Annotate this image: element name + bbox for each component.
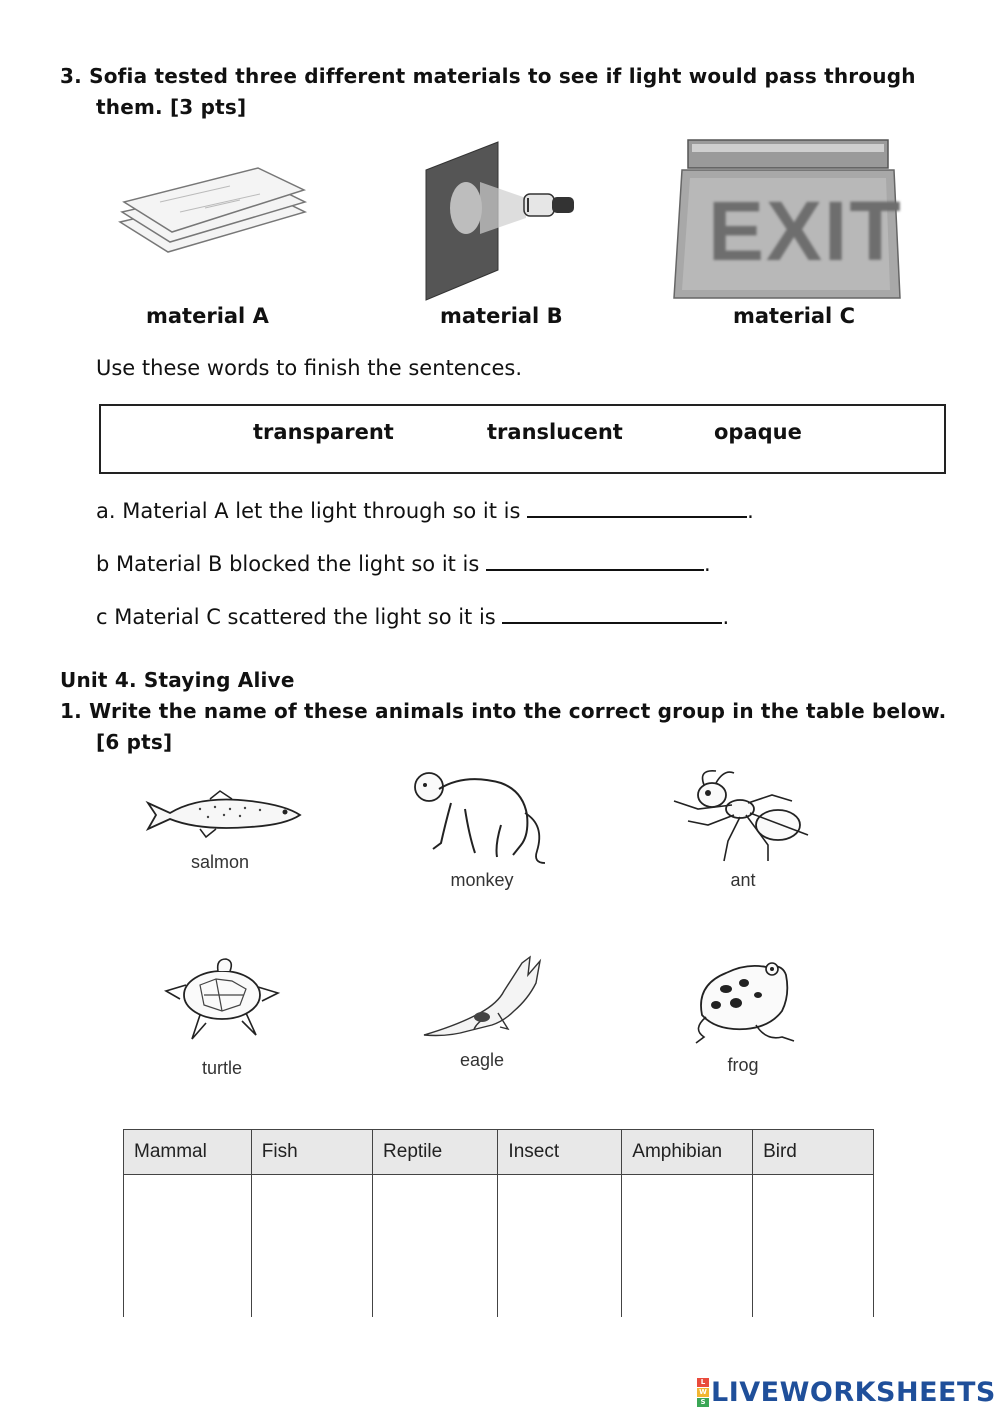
word-translucent: translucent [487,420,623,444]
answer-cell-mammal[interactable] [124,1175,252,1318]
header-insect: Insect [498,1130,622,1175]
salmon-image [140,785,305,845]
animal-groups-table [123,1129,874,1317]
header-amphibian: Amphibian [622,1130,753,1175]
question-number: 3. [60,64,82,88]
material-a-label: material A [146,304,269,328]
sentence-a-text: Material A let the light through so it is [122,499,521,523]
unit-4-question-1-line2: [6 pts] [96,730,173,754]
logo-badge-icon [697,1378,709,1407]
answer-cell-fish[interactable] [251,1175,372,1318]
table-header-row [124,1130,874,1175]
logo-badge-letter: L [697,1378,709,1387]
turtle-image [160,955,285,1050]
question-text-line1: Sofia tested three different materials to see if light would pass through [89,64,916,88]
word-bank-box [99,404,946,474]
animal-label-monkey: monkey [450,870,514,890]
answer-cell-reptile[interactable] [373,1175,498,1318]
sentence-b-end: . [704,552,711,576]
sentence-c [96,604,729,629]
unit-4-question-1 [60,699,960,723]
sentence-a [96,498,754,523]
monkey-image [405,765,555,865]
question-text-line1: Write the name of these animals into the correct group in the table below. [89,699,947,723]
header-mammal: Mammal [124,1130,252,1175]
answer-cell-bird[interactable] [753,1175,874,1318]
answer-cell-amphibian[interactable] [622,1175,753,1318]
material-b-label: material B [440,304,563,328]
instruction-text: Use these words to finish the sentences. [96,356,523,380]
animal-label-frog: frog [727,1055,759,1075]
header-reptile: Reptile [373,1130,498,1175]
sentence-a-prefix: a. [96,499,116,523]
unit-4-heading: Unit 4. Staying Alive [60,668,295,692]
animal-label-salmon: salmon [190,852,250,872]
material-b-image [418,140,578,300]
answer-blank-a[interactable] [527,498,747,518]
question-number: 1. [60,699,82,723]
material-c-image [668,140,904,300]
answer-blank-c[interactable] [502,604,722,624]
answer-blank-b[interactable] [486,551,704,571]
word-transparent: transparent [253,420,394,444]
word-opaque: opaque [714,420,802,444]
logo-badge-letter: S [697,1398,709,1407]
sentence-b-text: Material B blocked the light so it is [116,552,480,576]
sentence-c-prefix: c [96,605,108,629]
animal-label-eagle: eagle [459,1050,505,1070]
material-a-image [110,160,310,270]
material-c-label: material C [733,304,855,328]
question-3-title-line2: them. [3 pts] [96,95,247,119]
table-row [124,1175,874,1318]
sentence-a-end: . [747,499,754,523]
logo-badge-letter: W [697,1388,709,1397]
header-bird: Bird [753,1130,874,1175]
liveworksheets-logo [697,1377,996,1407]
eagle-image [418,955,546,1047]
header-fish: Fish [251,1130,372,1175]
answer-cell-insect[interactable] [498,1175,622,1318]
animal-label-ant: ant [730,870,756,890]
exit-sign-text: EXIT [708,184,903,278]
frog-image [686,955,801,1047]
logo-text: LIVEWORKSHEETS [711,1376,996,1408]
animal-label-turtle: turtle [201,1058,243,1078]
sentence-b [96,551,711,576]
sentence-c-end: . [722,605,730,629]
sentence-c-text: Material C scattered the light so it is [114,605,496,629]
ant-image [668,765,818,865]
sentence-b-prefix: b [96,552,110,576]
question-3-title [60,64,940,88]
